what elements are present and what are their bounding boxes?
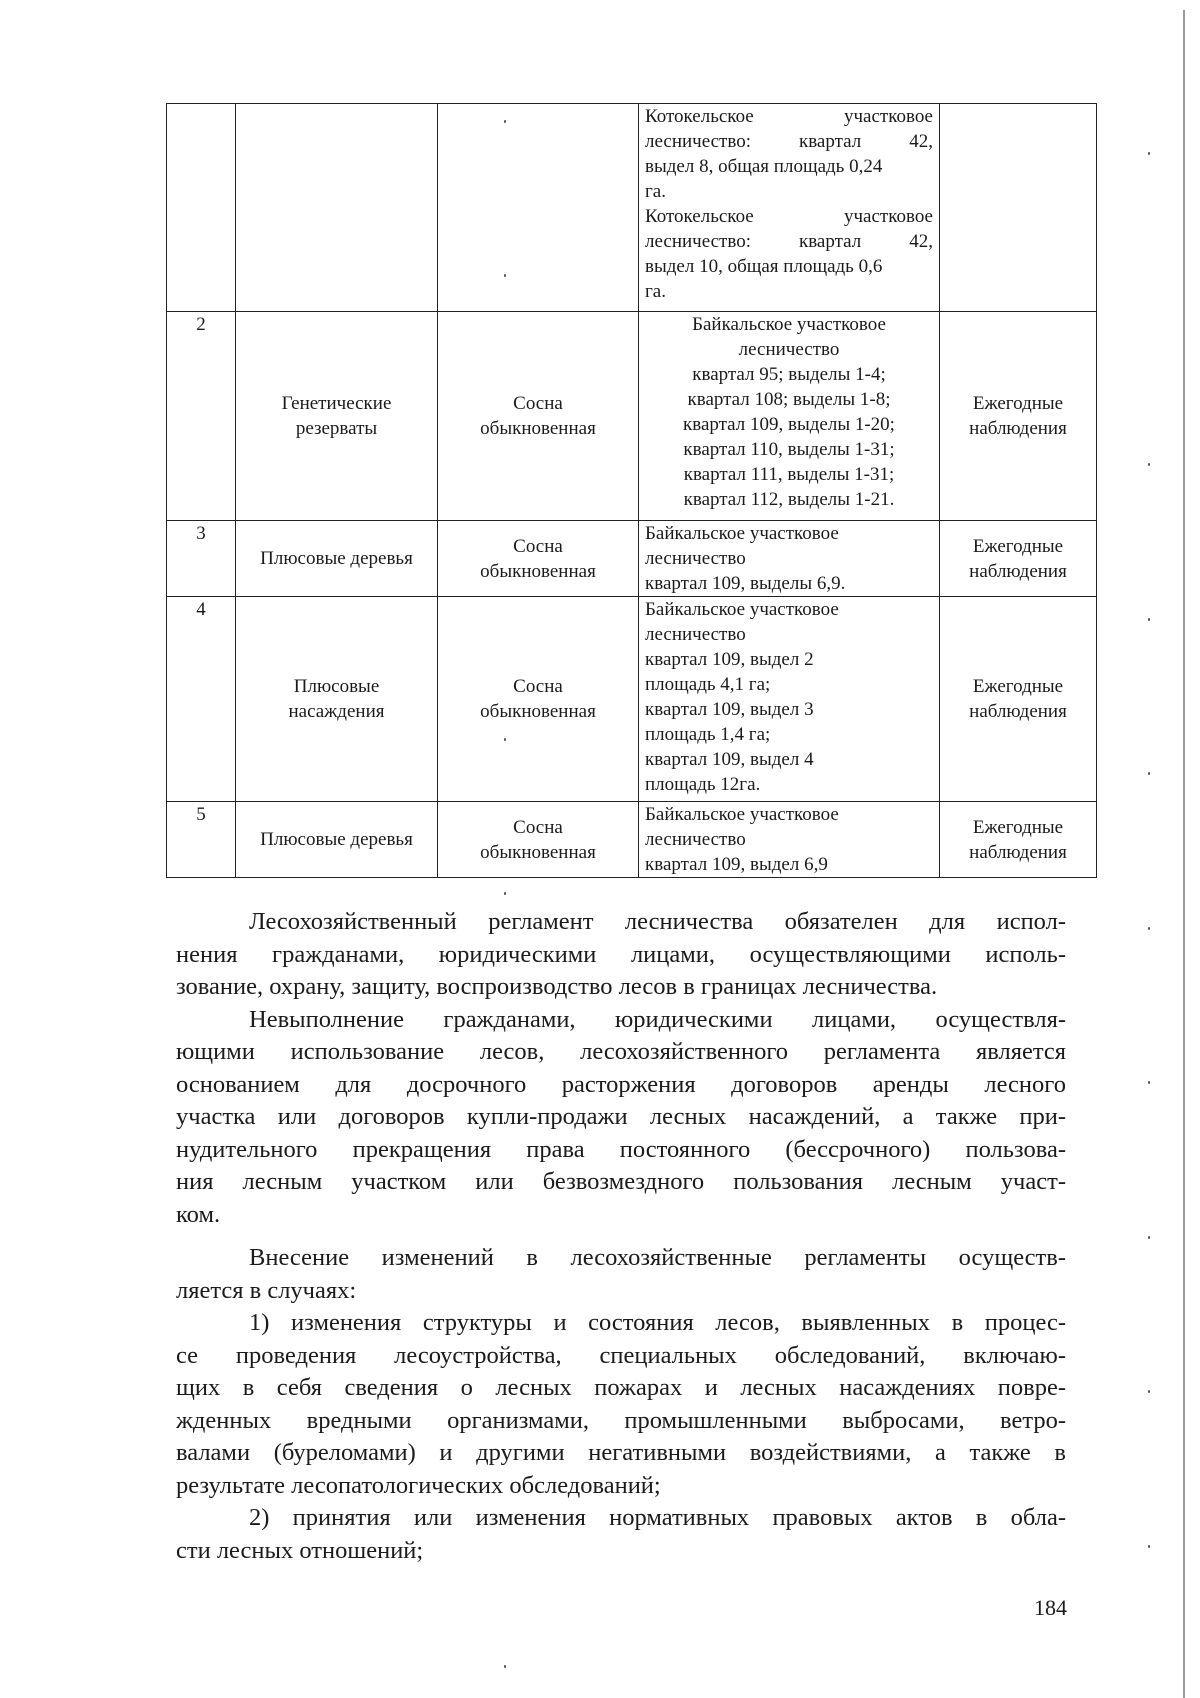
location-line: квартал 109, выдел 4 [645,749,814,770]
paragraph-line: Лесохозяйственный регламент лесничества обязателен для испол- [249,908,1066,935]
species-cell-text: Сосна обыкновенная [480,816,596,863]
location-line: выдел 10, общая площадь 0,6 [645,256,883,277]
observation-cell [940,104,1097,312]
location-cell [639,521,940,597]
location-line: га. [645,181,666,202]
paragraph-line: результате лесопатологических обследований; [176,1471,661,1499]
scan-edge-line [1183,10,1185,1698]
location-line: квартал 95; выделы 1-4; [692,364,886,385]
species-cell [438,521,639,597]
location-line: Байкальское участковое [645,599,839,620]
location-line: лесничество: квартал 42, [645,131,933,152]
location-line: Байкальское участковое [645,804,839,825]
category-cell [236,597,438,802]
row-number-cell [167,521,236,597]
location-line: лесничество [645,829,746,850]
scan-speck [1148,463,1150,466]
paragraph-line: ком. [176,1200,221,1228]
scan-speck [1148,1390,1150,1393]
species-cell [438,597,639,802]
observation-cell [940,802,1097,878]
row-number-cell-text: 4 [196,599,206,620]
category-cell [236,312,438,521]
category-cell [236,104,438,312]
location-line: лесничество [645,624,746,645]
paragraph-line: ющими использование лесов, лесохозяйственного регламента является [176,1038,1066,1065]
paragraph-line: Невыполнение гражданами, юридическими лицами, осуществля- [249,1005,1066,1033]
table-row [167,521,1097,597]
paragraph-line: ляется в случаях: [176,1276,357,1304]
location-line: квартал 109, выделы 6,9. [645,573,846,594]
location-line: га. [645,281,666,302]
location-line: квартал 108; выделы 1-8; [687,389,891,410]
paragraph-line: валами (буреломами) и другими негативными воздействиями, а также в [176,1439,1066,1466]
observation-cell-text: Ежегодные наблюдения [969,535,1067,582]
location-line: квартал 109, выделы 1-20; [683,414,895,435]
location-line: квартал 110, выделы 1-31; [683,439,895,460]
forest-sites-table [166,103,1097,878]
paragraph-line: участка или договоров купли-продажи лесных насаждений, а также при- [176,1103,1066,1130]
paragraph-line: нудительного прекращения права постоянного (бессрочного) пользова- [176,1135,1066,1163]
category-cell-text: Плюсовые деревья [260,548,413,569]
location-line: лесничество: квартал 42, [645,231,933,252]
paragraph [176,1307,1066,1502]
location-line: площадь 4,1 га; [645,674,771,695]
table-row [167,312,1097,521]
location-line: Байкальское участковое [692,314,886,335]
table-row [167,104,1097,312]
scan-speck [1148,772,1150,775]
category-cell-text: Генетические резерваты [281,393,392,439]
paragraph-line: жденных вредными организмами, промышленными выбросами, ветро- [176,1406,1066,1434]
row-number-cell [167,104,236,312]
paragraph [176,1004,1066,1232]
scan-speck [1148,1545,1150,1548]
species-cell [438,802,639,878]
location-line: квартал 109, выдел 3 [645,699,814,720]
species-cell-text: Сосна обыкновенная [480,393,596,439]
page-number: 184 [1034,1595,1067,1620]
paragraph-line: се проведения лесоустройства, специальных обследований, включаю- [176,1341,1066,1369]
location-cell [639,104,940,312]
paragraph-line: нения гражданами, юридическими лицами, осуществляющими исполь- [176,940,1066,968]
location-line: лесничество [738,339,840,360]
paragraph [176,906,1066,1004]
observation-cell-text: Ежегодные наблюдения [969,816,1067,863]
location-line: Котокельское участковое [645,106,933,127]
scan-speck [504,1665,506,1668]
paragraph-line: ния лесным участком или безвозмездного пользования лесным участ- [176,1168,1066,1195]
category-cell-text: Плюсовые насаждения [288,676,385,722]
location-line: квартал 112, выделы 1-21. [683,489,895,510]
location-cell [639,597,940,802]
category-cell [236,802,438,878]
paragraph-line: 1) изменения структуры и состояния лесов, выявленных в процес- [249,1309,1066,1336]
table-body [167,104,1097,878]
paragraph-line: основанием для досрочного расторжения договоров аренды лесного [176,1070,1066,1098]
species-cell-text: Сосна обыкновенная [480,535,596,582]
location-line: Байкальское участковое [645,523,839,544]
observation-cell [940,312,1097,521]
scan-speck [504,892,506,895]
species-cell [438,104,639,312]
location-line: квартал 109, выдел 2 [645,649,814,670]
observation-cell [940,521,1097,597]
location-line: площадь 12га. [645,774,761,795]
scan-speck [1148,152,1150,155]
paragraph-line: сти лесных отношений; [176,1536,424,1564]
species-cell [438,312,639,521]
paragraph [176,1242,1066,1307]
row-number-cell [167,802,236,878]
location-line: квартал 111, выделы 1-31; [683,464,895,485]
paragraph [176,1502,1066,1567]
location-cell [639,312,940,521]
category-cell-text: Плюсовые деревья [260,829,413,850]
scan-speck [1148,1236,1150,1239]
scan-speck [1148,618,1150,621]
category-cell [236,521,438,597]
observation-cell [940,597,1097,802]
species-cell-text: Сосна обыкновенная [480,676,596,722]
observation-cell-text: Ежегодные наблюдения [969,676,1067,722]
scan-speck [1148,1081,1150,1084]
paragraph-line: щих в себя сведения о лесных пожарах и лесных насаждениях повре- [176,1374,1066,1401]
paragraph-line: зование, охрану, защиту, воспроизводство лесов в границах лесничества. [176,973,938,1000]
regulation-text [176,906,1066,1567]
observation-cell-text: Ежегодные наблюдения [969,393,1067,439]
location-cell [639,802,940,878]
location-line: лесничество [645,548,746,569]
row-number-cell [167,597,236,802]
location-line: площадь 1,4 га; [645,724,771,745]
row-number-cell-text: 2 [196,314,206,335]
paragraph-line: 2) принятия или изменения нормативных правовых актов в обла- [249,1504,1066,1531]
scan-speck [1148,927,1150,930]
paragraph-line: Внесение изменений в лесохозяйственные регламенты осуществ- [249,1244,1066,1271]
table-row [167,802,1097,878]
location-line: квартал 109, выдел 6,9 [645,854,828,875]
table-row [167,597,1097,802]
location-line: выдел 8, общая площадь 0,24 [645,156,883,177]
location-line: Котокельское участковое [645,206,933,227]
row-number-cell [167,312,236,521]
row-number-cell-text: 3 [196,523,206,544]
row-number-cell-text: 5 [196,804,206,825]
